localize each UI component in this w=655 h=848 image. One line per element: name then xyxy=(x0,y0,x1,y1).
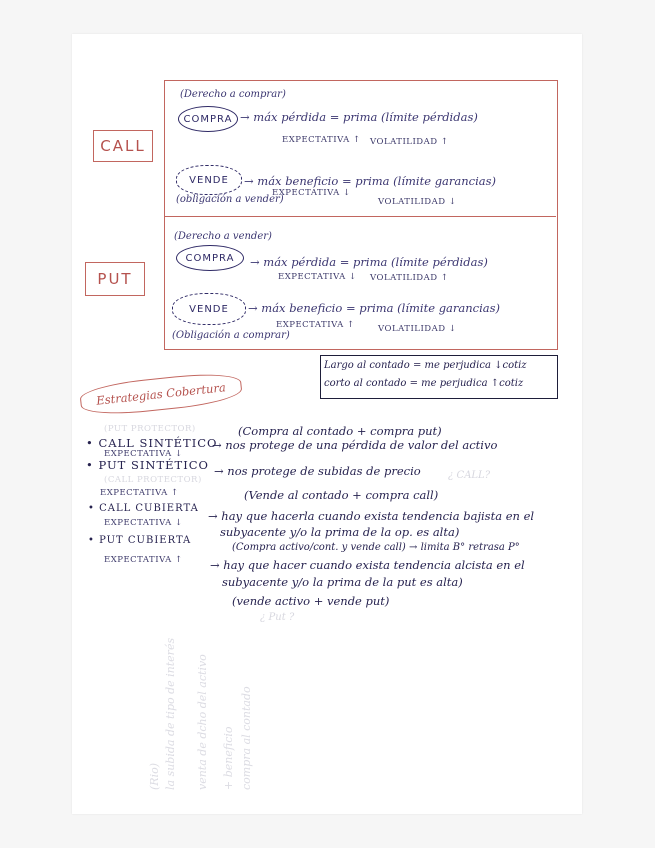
put-cubierta-title: • PUT CUBIERTA xyxy=(88,535,192,546)
put-cubierta-desc: → hay que hacer cuando exista tendencia alcista en el xyxy=(210,558,525,572)
bleed-subida: la subida de tipo de interés xyxy=(164,637,177,790)
bleed-put: ¿ Put ? xyxy=(260,612,295,623)
bleed-venta: venta de dcho del activo xyxy=(196,654,209,790)
bleed-beneficio: + beneficio xyxy=(222,726,235,790)
call-sintetico-title: • CALL SINTÉTICO xyxy=(86,436,218,450)
call-protector-faint: (CALL PROTECTOR) xyxy=(104,475,202,485)
call-cubierta-desc: → hay que hacerla cuando exista tendencia bajista en el xyxy=(208,509,535,523)
put-compra-expectativa: EXPECTATIVA ↓ xyxy=(278,272,357,282)
put-sintetico-desc: → nos protege de subidas de precio xyxy=(214,464,421,478)
put-cubierta-desc-2: subyacente y/o la prima de la put es alta) xyxy=(222,575,463,589)
put-vende-volatilidad: VOLATILIDAD ↓ xyxy=(378,324,457,334)
put-vende-line: → máx beneficio = prima (límite garancias) xyxy=(248,301,501,315)
contado-line-2: corto al contado = me perjudica ↑cotiz xyxy=(324,378,524,389)
put-sintetico-paren: (Vende al contado + compra call) xyxy=(244,488,439,502)
put-cubierta-paren: (vende activo + vende put) xyxy=(232,594,390,608)
put-sintetico-expectativa: EXPECTATIVA ↑ xyxy=(100,488,179,498)
call-sintetico-desc: → nos protege de una pérdida de valor del activo xyxy=(212,438,498,452)
bleed-compra: compra al contado xyxy=(240,686,253,790)
call-compra-volatilidad: VOLATILIDAD ↑ xyxy=(370,137,449,147)
call-derecho-text: (Derecho a comprar) xyxy=(180,89,286,100)
call-compra-oval: COMPRA xyxy=(178,106,238,132)
bleed-rio: (Rio) xyxy=(148,762,161,790)
call-sintetico-expectativa: EXPECTATIVA ↓ xyxy=(104,449,183,459)
options-table-divider xyxy=(164,216,556,217)
call-vende-expectativa: EXPECTATIVA ↓ xyxy=(272,188,351,198)
call-cubierta-title: • CALL CUBIERTA xyxy=(88,503,199,514)
put-sintetico-title: • PUT SINTÉTICO xyxy=(86,458,209,472)
put-protector-faint: (PUT PROTECTOR) xyxy=(104,424,196,434)
put-label: PUT xyxy=(85,262,145,296)
call-vende-cloud: VENDE xyxy=(176,165,242,195)
put-compra-volatilidad: VOLATILIDAD ↑ xyxy=(370,273,449,283)
call-compra-expectativa: EXPECTATIVA ↑ xyxy=(282,135,361,145)
call-vende-volatilidad: VOLATILIDAD ↓ xyxy=(378,197,457,207)
call-vende-line: → máx beneficio = prima (límite garancias) xyxy=(244,174,497,188)
call-cubierta-expectativa: EXPECTATIVA ↓ xyxy=(104,518,183,528)
contado-line-1: Largo al contado = me perjudica ↓cotiz xyxy=(324,360,527,371)
bleed-call: ¿ CALL? xyxy=(448,470,491,481)
estrategias-title: Estrategias Cobertura xyxy=(79,370,243,419)
call-cubierta-paren: (Compra activo/cont. y vende call) → limita B° retrasa P° xyxy=(232,542,520,553)
call-label: CALL xyxy=(93,130,153,162)
put-cubierta-expectativa: EXPECTATIVA ↑ xyxy=(104,555,183,565)
put-compra-oval: COMPRA xyxy=(176,245,244,271)
put-vende-cloud: VENDE xyxy=(172,293,246,325)
call-sintetico-paren: (Compra al contado + compra put) xyxy=(238,424,442,438)
put-derecho-text: (Derecho a vender) xyxy=(174,231,272,242)
call-cubierta-desc-2: subyacente y/o la prima de la op. es alta) xyxy=(220,525,460,539)
call-obligacion-text: (obligación a vender) xyxy=(176,194,284,205)
call-compra-line: → máx pérdida = prima (límite pérdidas) xyxy=(240,110,478,124)
put-vende-expectativa: EXPECTATIVA ↑ xyxy=(276,320,355,330)
put-compra-line: → máx pérdida = prima (límite pérdidas) xyxy=(250,255,488,269)
put-obligacion-text: (Obligación a comprar) xyxy=(172,330,290,341)
